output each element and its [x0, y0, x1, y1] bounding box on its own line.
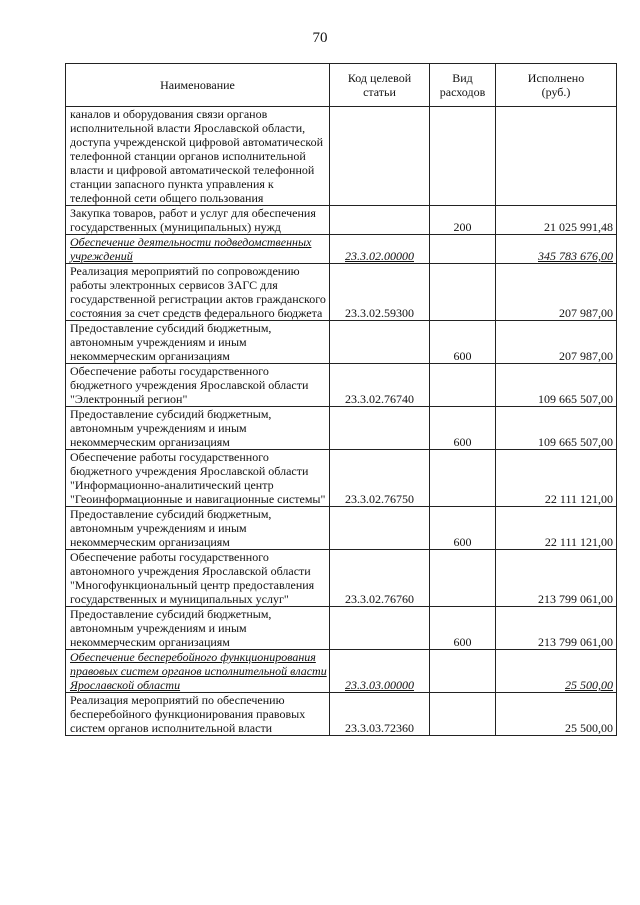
table-row	[66, 693, 617, 736]
table-row	[66, 507, 617, 550]
row-kind: 200	[430, 206, 496, 235]
row-name-cell	[66, 550, 330, 607]
row-name: Реализация мероприятий по сопровождению работы электронных сервисов ЗАГС для государственной регистрации актов гражданского состояния за счет средств федерального бюджета	[70, 264, 326, 320]
row-code: 23.3.02.76750	[330, 450, 430, 507]
row-name: Обеспечение работы государственного бюджетного учреждения Ярославской области "Информационно-аналитический центр "Геоинформационные и навигационные системы"	[70, 450, 326, 506]
row-name: Закупка товаров, работ и услуг для обеспечения государственных (муниципальных) нужд	[70, 206, 316, 234]
row-kind	[430, 107, 496, 206]
row-name-cell	[66, 693, 330, 736]
row-kind: 600	[430, 321, 496, 364]
row-amount: 109 665 507,00	[496, 407, 617, 450]
row-name: Предоставление субсидий бюджетным, автономным учреждениям и иным некоммерческим организациям	[70, 407, 272, 449]
header-code: Код целевой статьи	[330, 64, 430, 107]
row-amount: 21 025 991,48	[496, 206, 617, 235]
row-code	[330, 507, 430, 550]
row-name-cell	[66, 650, 330, 693]
row-kind	[430, 650, 496, 693]
budget-table	[65, 63, 617, 736]
row-name-cell	[66, 364, 330, 407]
table-row	[66, 235, 617, 264]
row-name-cell	[66, 235, 330, 264]
row-amount: 207 987,00	[496, 264, 617, 321]
table-row	[66, 321, 617, 364]
row-code: 23.3.02.76760	[330, 550, 430, 607]
row-code: 23.3.02.59300	[330, 264, 430, 321]
row-code	[330, 321, 430, 364]
row-amount: 109 665 507,00	[496, 364, 617, 407]
page-number: 70	[312, 30, 328, 46]
table-row	[66, 206, 617, 235]
row-name: Обеспечение деятельности подведомственных учреждений	[70, 235, 312, 263]
row-kind: 600	[430, 607, 496, 650]
row-code: 23.3.02.00000	[330, 235, 430, 264]
row-name-cell	[66, 321, 330, 364]
row-amount: 207 987,00	[496, 321, 617, 364]
row-name: Обеспечение работы государственного автономного учреждения Ярославской области "Многофункциональный центр предоставления государственных и муниципальных услуг"	[70, 550, 315, 606]
row-name-cell	[66, 264, 330, 321]
row-kind	[430, 693, 496, 736]
row-kind	[430, 450, 496, 507]
row-name-cell	[66, 407, 330, 450]
table-row	[66, 364, 617, 407]
row-amount: 25 500,00	[496, 650, 617, 693]
table-row	[66, 450, 617, 507]
row-amount: 22 111 121,00	[496, 450, 617, 507]
row-kind	[430, 235, 496, 264]
row-code: 23.3.03.72360	[330, 693, 430, 736]
row-name-cell	[66, 206, 330, 235]
table-row	[66, 607, 617, 650]
table-row	[66, 650, 617, 693]
header-kind: Вид расходов	[430, 64, 496, 107]
row-name-cell	[66, 450, 330, 507]
row-kind	[430, 264, 496, 321]
row-code	[330, 407, 430, 450]
row-amount: 345 783 676,00	[496, 235, 617, 264]
table-row	[66, 264, 617, 321]
row-kind	[430, 550, 496, 607]
row-code	[330, 107, 430, 206]
row-name: Обеспечение бесперебойного функционирования правовых систем органов исполнительной власти Ярославской области	[70, 650, 327, 692]
row-code	[330, 206, 430, 235]
row-name: Предоставление субсидий бюджетным, автономным учреждениям и иным некоммерческим организациям	[70, 507, 272, 549]
row-name-cell	[66, 507, 330, 550]
header-amount: Исполнено (руб.)	[496, 64, 617, 107]
row-name-cell	[66, 107, 330, 206]
row-name-cell	[66, 607, 330, 650]
table-row	[66, 550, 617, 607]
row-amount: 25 500,00	[496, 693, 617, 736]
row-name: Реализация мероприятий по обеспечению бесперебойного функционирования правовых систем органов исполнительной власти	[70, 693, 306, 735]
row-code: 23.3.02.76740	[330, 364, 430, 407]
row-name: Предоставление субсидий бюджетным, автономным учреждениям и иным некоммерческим организациям	[70, 321, 272, 363]
row-name: каналов и оборудования связи органов исполнительной власти Ярославской области, доступа учрежденской цифровой автоматической телефонной станции органов исполнительной власти и цифровой автоматической телефонной станции запасного пункта управления к телефонной сети общего пользования	[70, 107, 324, 205]
row-kind	[430, 364, 496, 407]
row-amount: 22 111 121,00	[496, 507, 617, 550]
header-name: Наименование	[66, 64, 330, 107]
row-amount: 213 799 061,00	[496, 550, 617, 607]
row-name: Предоставление субсидий бюджетным, автономным учреждениям и иным некоммерческим организациям	[70, 607, 272, 649]
row-amount	[496, 107, 617, 206]
table-header-row	[66, 64, 617, 107]
table-row	[66, 407, 617, 450]
row-code: 23.3.03.00000	[330, 650, 430, 693]
row-kind: 600	[430, 507, 496, 550]
row-kind: 600	[430, 407, 496, 450]
row-code	[330, 607, 430, 650]
row-amount: 213 799 061,00	[496, 607, 617, 650]
table-row	[66, 107, 617, 206]
row-name: Обеспечение работы государственного бюджетного учреждения Ярославской области "Электронный регион"	[70, 364, 309, 406]
